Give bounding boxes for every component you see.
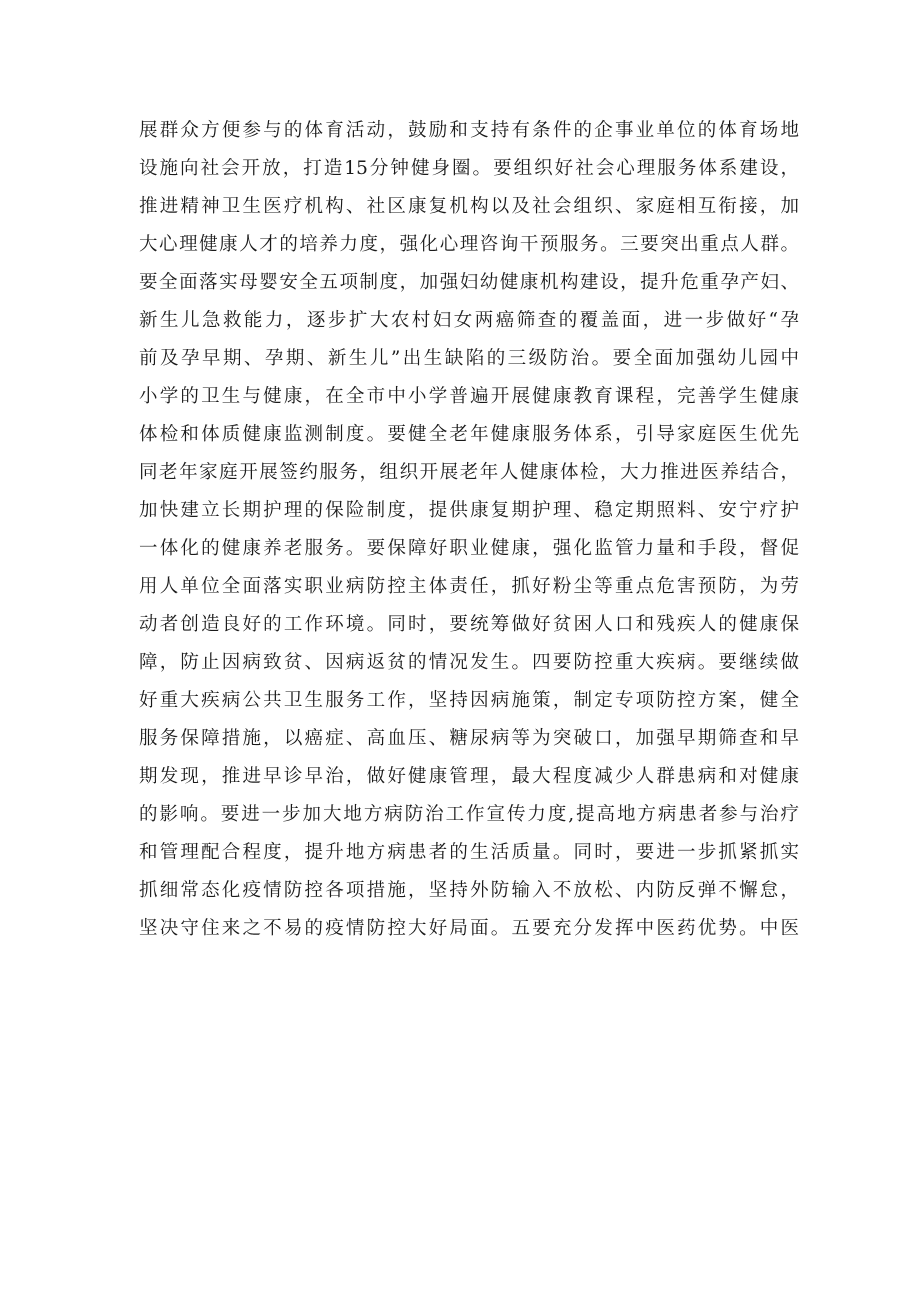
text-line: 抓细常态化疫情防控各项措施，坚持外防输入不放松、内防反弹不懈怠，	[139, 880, 799, 901]
text-line: 体检和体质健康监测制度。要健全老年健康服务体系，引导家庭医生优先	[139, 424, 799, 445]
text-line: 展群众方便参与的体育活动，鼓励和支持有条件的企事业单位的体育场地	[139, 120, 799, 141]
text-line: 设施向社会开放，打造15分钟健身圈。要组织好社会心理服务体系建设，	[139, 158, 799, 179]
text-line: 要全面落实母婴安全五项制度，加强妇幼健康机构建设，提升危重孕产妇、	[139, 272, 799, 293]
text-line: 加快建立长期护理的保险制度，提供康复期护理、稳定期照料、安宁疗护	[139, 500, 799, 521]
text-line: 障，防止因病致贫、因病返贫的情况发生。四要防控重大疾病。要继续做	[139, 652, 799, 673]
text-line: 服务保障措施，以癌症、高血压、糖尿病等为突破口，加强早期筛查和早	[139, 728, 799, 749]
text-line: 同老年家庭开展签约服务，组织开展老年人健康体检，大力推进医养结合，	[139, 462, 799, 483]
text-line: 用人单位全面落实职业病防控主体责任，抓好粉尘等重点危害预防，为劳	[139, 576, 799, 597]
text-line: 期发现，推进早诊早治，做好健康管理，最大程度减少人群患病和对健康	[139, 766, 799, 787]
text-line: 和管理配合程度，提升地方病患者的生活质量。同时，要进一步抓紧抓实	[139, 842, 799, 863]
text-line: 推进精神卫生医疗机构、社区康复机构以及社会组织、家庭相互衔接，加	[139, 196, 799, 217]
text-line: 小学的卫生与健康，在全市中小学普遍开展健康教育课程，完善学生健康	[139, 386, 799, 407]
text-line: 动者创造良好的工作环境。同时，要统筹做好贫困人口和残疾人的健康保	[139, 614, 799, 635]
text-line: 坚决守住来之不易的疫情防控大好局面。五要充分发挥中医药优势。中医	[139, 918, 799, 939]
text-line: 前及孕早期、孕期、新生儿”出生缺陷的三级防治。要全面加强幼儿园中	[139, 348, 799, 369]
text-line: 大心理健康人才的培养力度，强化心理咨询干预服务。三要突出重点人群。	[139, 234, 799, 255]
text-line: 好重大疾病公共卫生服务工作，坚持因病施策，制定专项防控方案，健全	[139, 690, 799, 711]
text-line: 一体化的健康养老服务。要保障好职业健康，强化监管力量和手段，督促	[139, 538, 799, 559]
text-line: 新生儿急救能力，逐步扩大农村妇女两癌筛查的覆盖面，进一步做好“孕	[139, 310, 799, 331]
body-text	[139, 112, 799, 948]
text-line: 的影响。要进一步加大地方病防治工作宣传力度,提高地方病患者参与治疗	[139, 804, 799, 825]
